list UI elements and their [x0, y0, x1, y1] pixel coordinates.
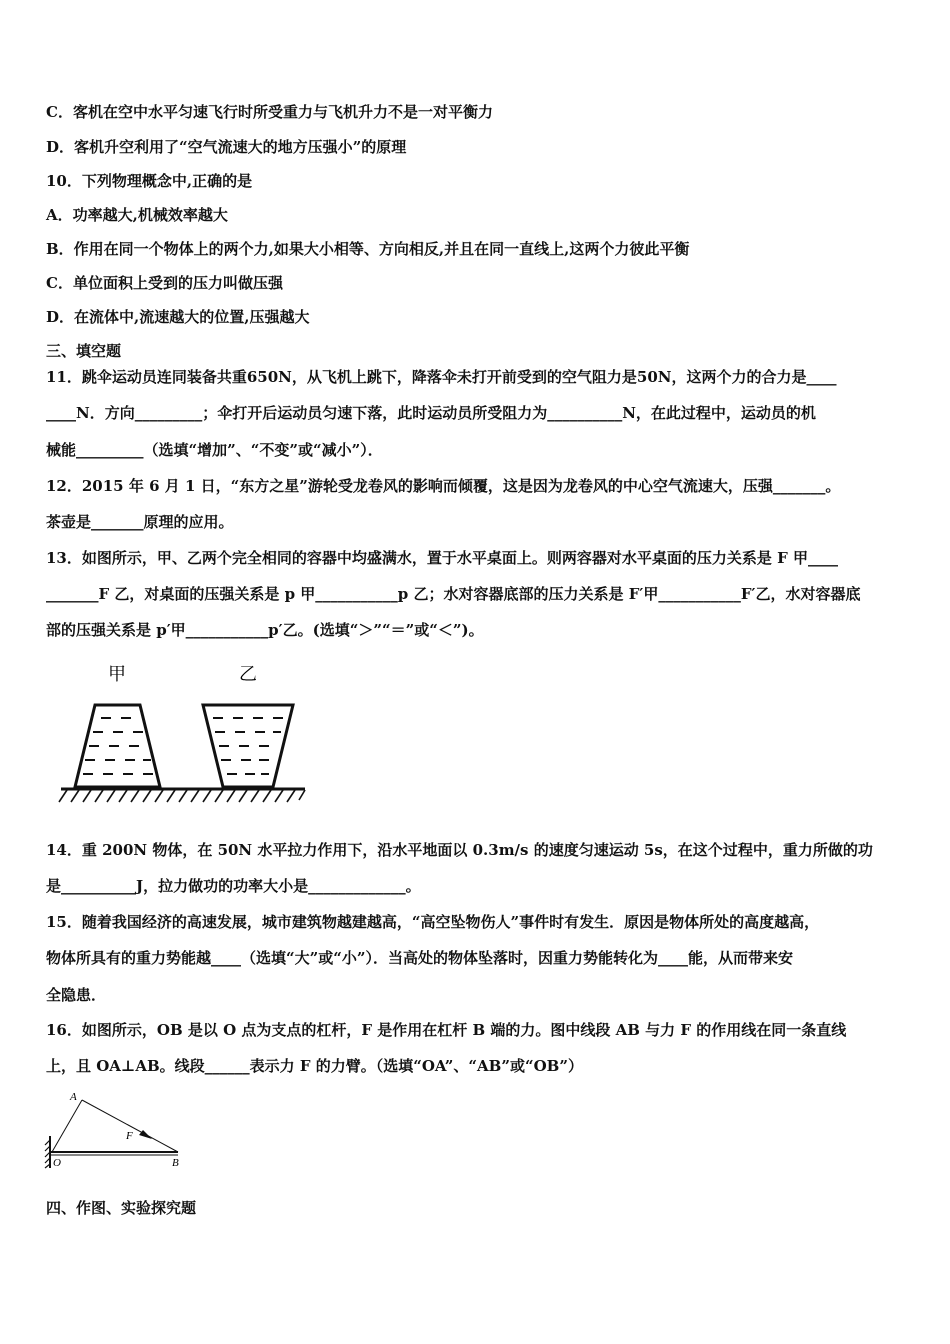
- label-jia: 甲: [108, 664, 126, 684]
- question-12-line-1: 12．2015 年 6 月 1 日，“东方之星”游轮受龙卷风的影响而倾覆，这是因为龙卷风的中心空气流速大，压强_______。: [46, 477, 841, 495]
- label-f: F: [126, 1130, 133, 1142]
- question-16-line-2: 上，且 OA⊥AB。线段______表示力 F 的力臂。（选填“OA”、“AB”或“OB”）: [46, 1057, 583, 1075]
- question-12-line-2: 茶壶是_______原理的应用。: [46, 513, 234, 531]
- question-14-line-2: 是__________J，拉力做功的功率大小是_____________。: [46, 877, 421, 895]
- question-15-line-3: 全隐患．: [46, 986, 107, 1004]
- line-option-d-q9: D．客机升空利用了“空气流速大的地方压强小”的原理: [46, 138, 407, 156]
- section-heading-fill-blank: 三、填空题: [46, 342, 122, 360]
- water-dashes-jia: [83, 718, 153, 774]
- question-15-line-1: 15．随着我国经济的高速发展，城市建筑物越建越高，“高空坠物伤人”事件时有发生．原因是物体所处的高度越高，: [46, 913, 820, 931]
- line-option-b-q10: B．作用在同一个物体上的两个力,如果大小相等、方向相反,并且在同一直线上,这两个力彼此平衡: [46, 240, 690, 258]
- line-option-d-q10: D．在流体中,流速越大的位置,压强越大: [46, 308, 310, 326]
- label-yi: 乙: [239, 664, 257, 684]
- table-hatching: [59, 790, 305, 802]
- line-option-a-q10: A．功率越大,机械效率越大: [46, 206, 228, 224]
- label-b: B: [172, 1157, 179, 1169]
- containers-figure: [55, 660, 315, 808]
- question-11-line-2: ____N．方向_________；伞打开后运动员匀速下落，此时运动员所受阻力为__________N，在此过程中，运动员的机: [46, 404, 816, 422]
- line-option-c-q9: C．客机在空中水平匀速飞行时所受重力与飞机升力不是一对平衡力: [46, 103, 493, 121]
- section-heading-drawing-experiment: 四、作图、实验探究题: [46, 1199, 197, 1217]
- question-10-stem: 10．下列物理概念中,正确的是: [46, 172, 253, 190]
- question-13-line-2: _______F 乙，对桌面的压强关系是 p 甲___________p 乙；水对容器底部的压力关系是 F′甲___________F′乙，水对容器底: [46, 585, 861, 603]
- lever-figure: [40, 1088, 190, 1170]
- question-11-line-3: 械能_________（选填“增加”、“不变”或“减小”）．: [46, 441, 383, 459]
- label-o: O: [53, 1157, 61, 1169]
- question-14-line-1: 14．重 200N 物体，在 50N 水平拉力作用下，沿水平地面以 0.3m/s 的速度匀速运动 5s，在这个过程中，重力所做的功: [46, 841, 873, 859]
- label-a: A: [70, 1091, 77, 1103]
- segment-oa: [52, 1100, 82, 1152]
- water-dashes-yi: [213, 718, 283, 774]
- segment-ab: [82, 1100, 178, 1152]
- question-13-line-3: 部的压强关系是 p′甲___________p′乙。(选填“＞”“＝”或“＜”)。: [46, 621, 484, 639]
- question-11-line-1: 11．跳伞运动员连同装备共重650N，从飞机上跳下，降落伞未打开前受到的空气阻力是50N，这两个力的合力是____: [46, 368, 837, 386]
- force-arrow-head: [139, 1130, 152, 1139]
- line-option-c-q10: C．单位面积上受到的压力叫做压强: [46, 274, 283, 292]
- question-16-line-1: 16．如图所示，OB 是以 O 点为支点的杠杆，F 是作用在杠杆 B 端的力。图中线段 AB 与力 F 的作用线在同一条直线: [46, 1021, 847, 1039]
- question-13-line-1: 13．如图所示，甲、乙两个完全相同的容器中均盛满水，置于水平桌面上。则两容器对水平桌面的压力关系是 F 甲____: [46, 549, 838, 567]
- question-15-line-2: 物体所具有的重力势能越____（选填“大”或“小”）．当高处的物体坠落时，因重力势能转化为____能，从而带来安: [46, 949, 794, 967]
